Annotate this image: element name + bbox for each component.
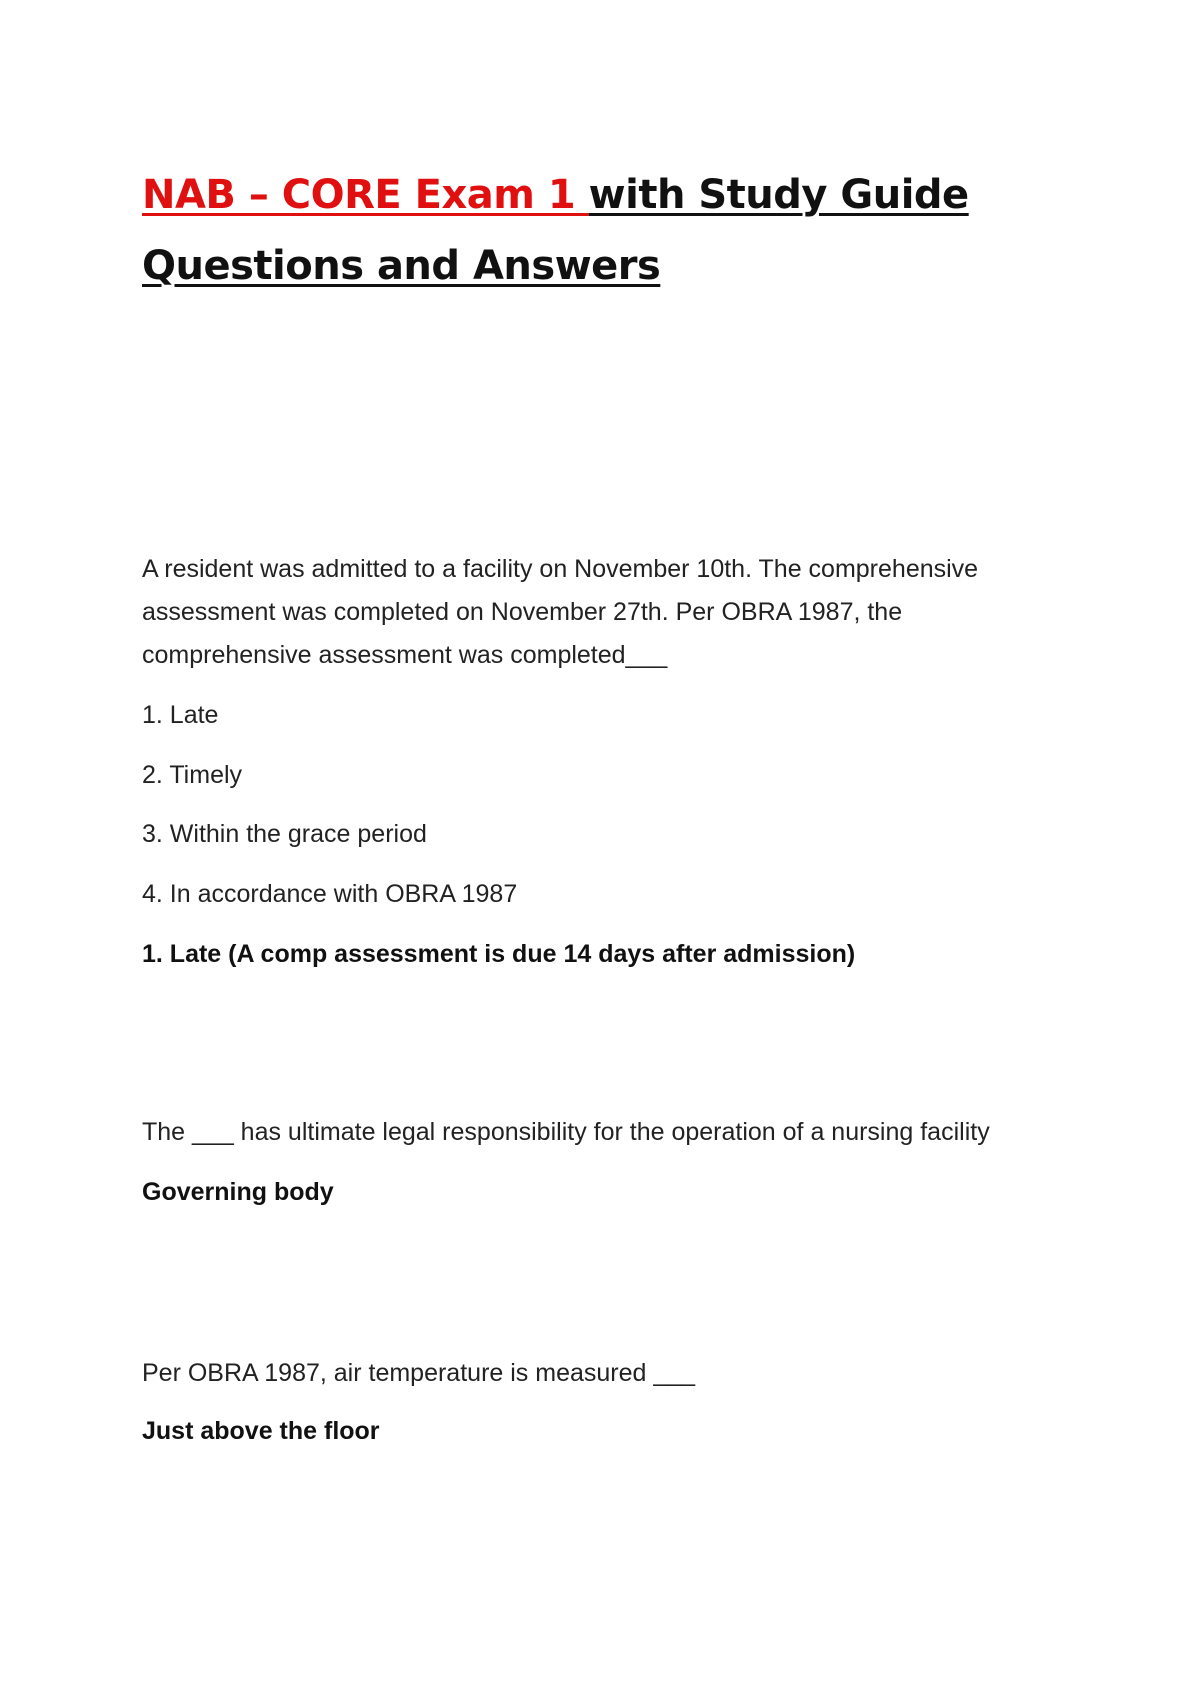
- question-1-option-3: 3. Within the grace period: [142, 820, 427, 848]
- document-title: [142, 160, 1102, 302]
- question-1-option-2: 2. Timely: [142, 761, 243, 789]
- title-black-part: with Study Guide: [588, 172, 969, 218]
- question-1-option-4: 4. In accordance with OBRA 1987: [142, 880, 518, 908]
- question-1-answer: 1. Late (A comp assessment is due 14 days after admission): [142, 940, 856, 968]
- question-2-prompt: The ___ has ultimate legal responsibility for the operation of a nursing facility: [142, 1118, 990, 1146]
- question-2-answer: Governing body: [142, 1178, 334, 1206]
- title-red-part: NAB – CORE Exam 1: [142, 172, 589, 218]
- title-second-line: Questions and Answers: [142, 243, 661, 289]
- question-3-prompt: Per OBRA 1987, air temperature is measured ___: [142, 1359, 696, 1387]
- question-1-option-1: 1. Late: [142, 701, 219, 729]
- question-1-prompt: A resident was admitted to a facility on November 10th. The comprehensive assessment was completed on November 27th. Per OBRA 1987, the comprehensive assessment was completed___: [142, 555, 979, 669]
- question-3-answer: Just above the floor: [142, 1417, 380, 1445]
